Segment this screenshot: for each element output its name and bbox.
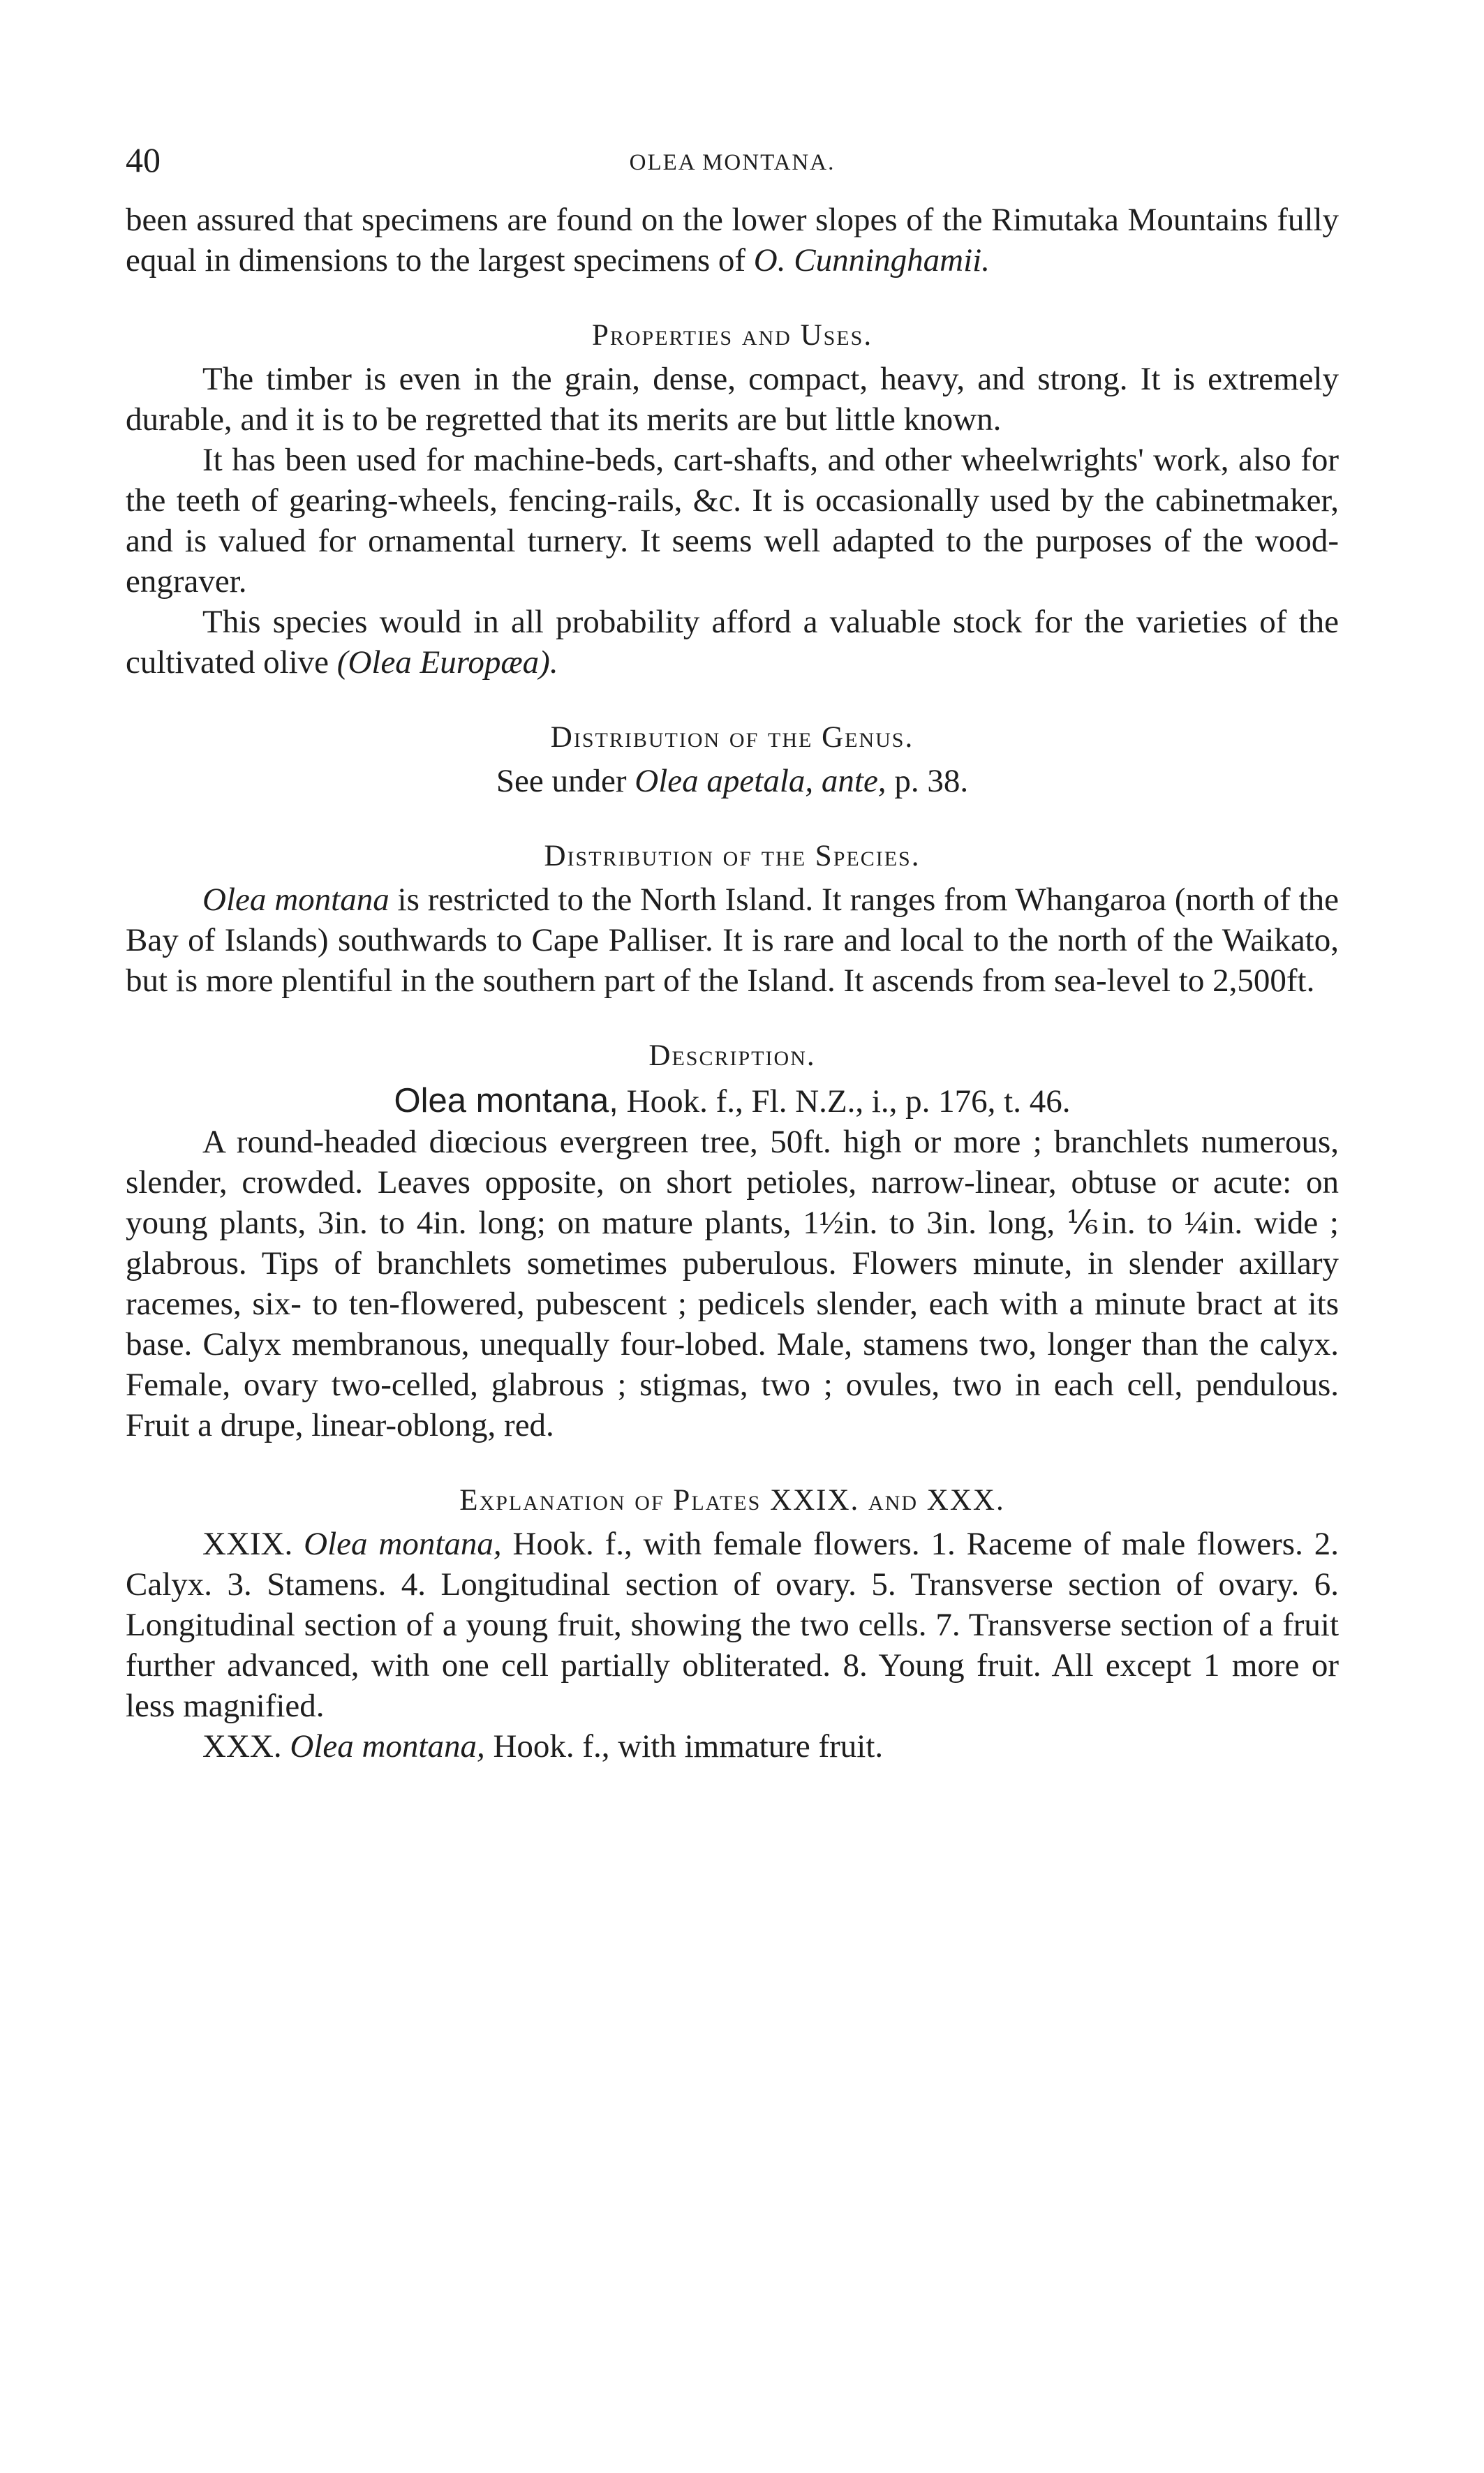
running-head bbox=[126, 140, 1339, 180]
opening-text: been assured that specimens are found on the lower slopes of the Rimutaka Mountains fully equal in dimensions to the largest specimens of bbox=[126, 202, 1339, 279]
page bbox=[126, 140, 1339, 1767]
species-italic: Olea montana bbox=[202, 882, 389, 918]
description-species-line bbox=[126, 1080, 1339, 1122]
species-paragraph bbox=[126, 879, 1339, 1001]
opening-italic: O. Cunninghamii. bbox=[753, 242, 990, 279]
description-species-name: Olea montana, bbox=[394, 1082, 618, 1120]
properties-paragraph-2: It has been used for machine-beds, cart-shafts, and other wheelwrights' work, also for the teeth of gearing-wheels, fencing-rails, &c. It is occasionally used by the cabinetmaker, and is valued for ornamental turnery. It seems well adapted to the purposes of the wood-engraver. bbox=[126, 442, 1339, 600]
genus-see-under: See under bbox=[496, 763, 635, 799]
plate-xxix-text: Hook. f., with female flowers. 1. Raceme of male flowers. 2. Calyx. 3. Stamens. 4. Longitudinal section of ovary. 5. Transverse section of ovary. 6. Longitudinal section of a young fruit, showing the two cells. 7. Transverse section of a fruit further advanced, with one cell partially obliterated. 8. Young fruit. All except 1 more or less magnified. bbox=[126, 1526, 1339, 1724]
properties-p3-italic: (Olea Europæa). bbox=[336, 644, 558, 681]
species-heading: Distribution of the Species. bbox=[544, 840, 921, 872]
opening-paragraph bbox=[126, 200, 1339, 281]
plate-xxix-paragraph bbox=[126, 1524, 1339, 1726]
properties-p3-text: This species would in all probability afford a valuable stock for the varieties of the cultivated olive bbox=[126, 604, 1339, 681]
properties-heading: Properties and Uses. bbox=[591, 319, 873, 352]
genus-ref-italic: Olea apetala, ante, bbox=[635, 763, 886, 799]
description-paragraph: A round-headed diœcious evergreen tree, 50ft. high or more ; branchlets numerous, slender, crowded. Leaves opposite, on short petioles, narrow-linear, obtuse or acute: on young plants, 3in. to 4in. long; on mature plants, 1½in. to 3in. long, ⅙in. to ¼in. wide ; glabrous. Tips of branchlets sometimes puberulous. Flowers minute, in slender axillary racemes, six- to ten-flowered, pubescent ; pedicels slender, each with a minute bract at its base. Calyx membranous, unequally four-lobed. Male, stamens two, longer than the calyx. Female, ovary two-celled, glabrous ; stigmas, two ; ovules, two in each cell, pendulous. Fruit a drupe, linear-oblong, red. bbox=[126, 1124, 1339, 1443]
properties-paragraph-1: The timber is even in the grain, dense, compact, heavy, and strong. It is extremely durable, and it is to be regretted that its merits are but little known. bbox=[126, 361, 1339, 438]
genus-heading: Distribution of the Genus. bbox=[550, 721, 914, 754]
page-number: 40 bbox=[126, 140, 161, 179]
plate-xxx-italic: Olea montana, bbox=[290, 1728, 485, 1765]
plates-heading: Explanation of Plates XXIX. and XXX. bbox=[459, 1484, 1005, 1517]
description-citation: Hook. f., Fl. N.Z., i., p. 176, t. 46. bbox=[618, 1083, 1071, 1120]
plate-xxx-text: Hook. f., with immature fruit. bbox=[484, 1728, 884, 1765]
genus-ref-page: p. 38. bbox=[886, 763, 969, 799]
species-text: is restricted to the North Island. It ranges from Whangaroa (north of the Bay of Islands) southwards to Cape Palliser. It is rare and local to the north of the Waikato, but is more plentiful in the southern part of the Island. It ascends from sea-level to 2,500ft. bbox=[126, 882, 1339, 999]
plate-xxx-paragraph bbox=[126, 1726, 1339, 1767]
plate-xxix-label: XXIX. bbox=[202, 1526, 304, 1562]
plate-xxix-italic: Olea montana, bbox=[304, 1526, 502, 1562]
running-title: OLEA MONTANA. bbox=[629, 150, 836, 175]
genus-reference bbox=[126, 761, 1339, 801]
properties-paragraph-3 bbox=[126, 602, 1339, 683]
plate-xxx-label: XXX. bbox=[202, 1728, 290, 1765]
description-heading: Description. bbox=[648, 1039, 816, 1072]
